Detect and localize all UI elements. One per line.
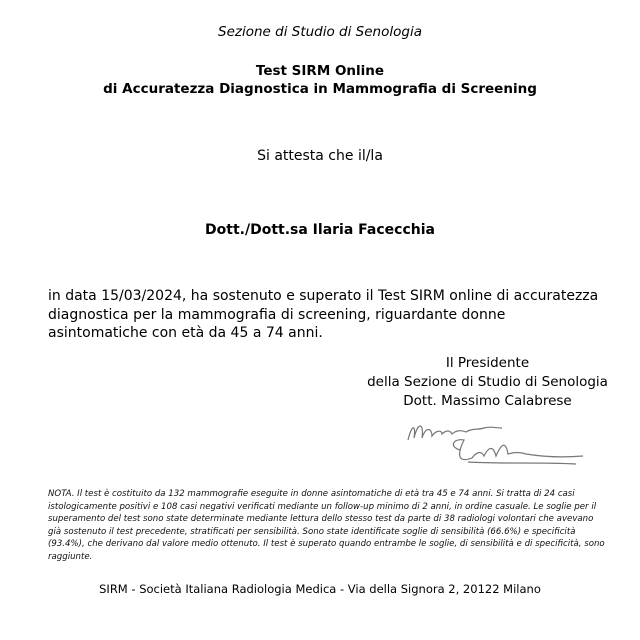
recipient-name: Dott./Dott.sa Ilaria Facecchia	[205, 222, 435, 238]
president-block	[330, 354, 640, 411]
president-name: Dott. Massimo Calabrese	[403, 393, 572, 409]
title-line-2: di Accuratezza Diagnostica in Mammografia di Screening	[103, 81, 537, 97]
certificate-body: in data 15/03/2024, ha sostenuto e superato il Test SIRM online di accuratezza diagnostica per la mammografia di screening, riguardante donne asintomatiche con età da 45 a 74 anni.	[48, 288, 599, 341]
note-text: NOTA. Il test è costituito da 132 mammografie eseguite in donne asintomatiche di età tra 45 e 74 anni. Si tratta di 24 casi istologicamente positivi e 108 casi negativi verificati mediante un follow-up minimo di 2 anni, in ordine casuale. Le soglie per il superamento del test sono state determinate mediante lettura dello stesso test da parte di 38 radiologi volontari che avevano già sostenuto il test precedente, stratificati per sensibilità. Sono state identificate soglie di sensibilità (66.6%) e specificità (93.4%), che derivano dal valore medio ottenuto. Il test è superato quando entrambe le soglie, di sensibilità e di specificità, sono raggiunte.	[48, 489, 605, 562]
section-name: Sezione di Studio di Senologia	[218, 24, 422, 40]
title-line-1: Test SIRM Online	[255, 63, 385, 79]
attestation-text: Si attesta che il/la	[257, 148, 383, 164]
signature-image	[398, 412, 588, 472]
president-title: Il Presidente	[445, 355, 530, 371]
president-section: della Sezione di Studio di Senologia	[367, 374, 608, 390]
footer-address: SIRM - Società Italiana Radiologia Medica - Via della Signora 2, 20122 Milano	[99, 582, 541, 596]
